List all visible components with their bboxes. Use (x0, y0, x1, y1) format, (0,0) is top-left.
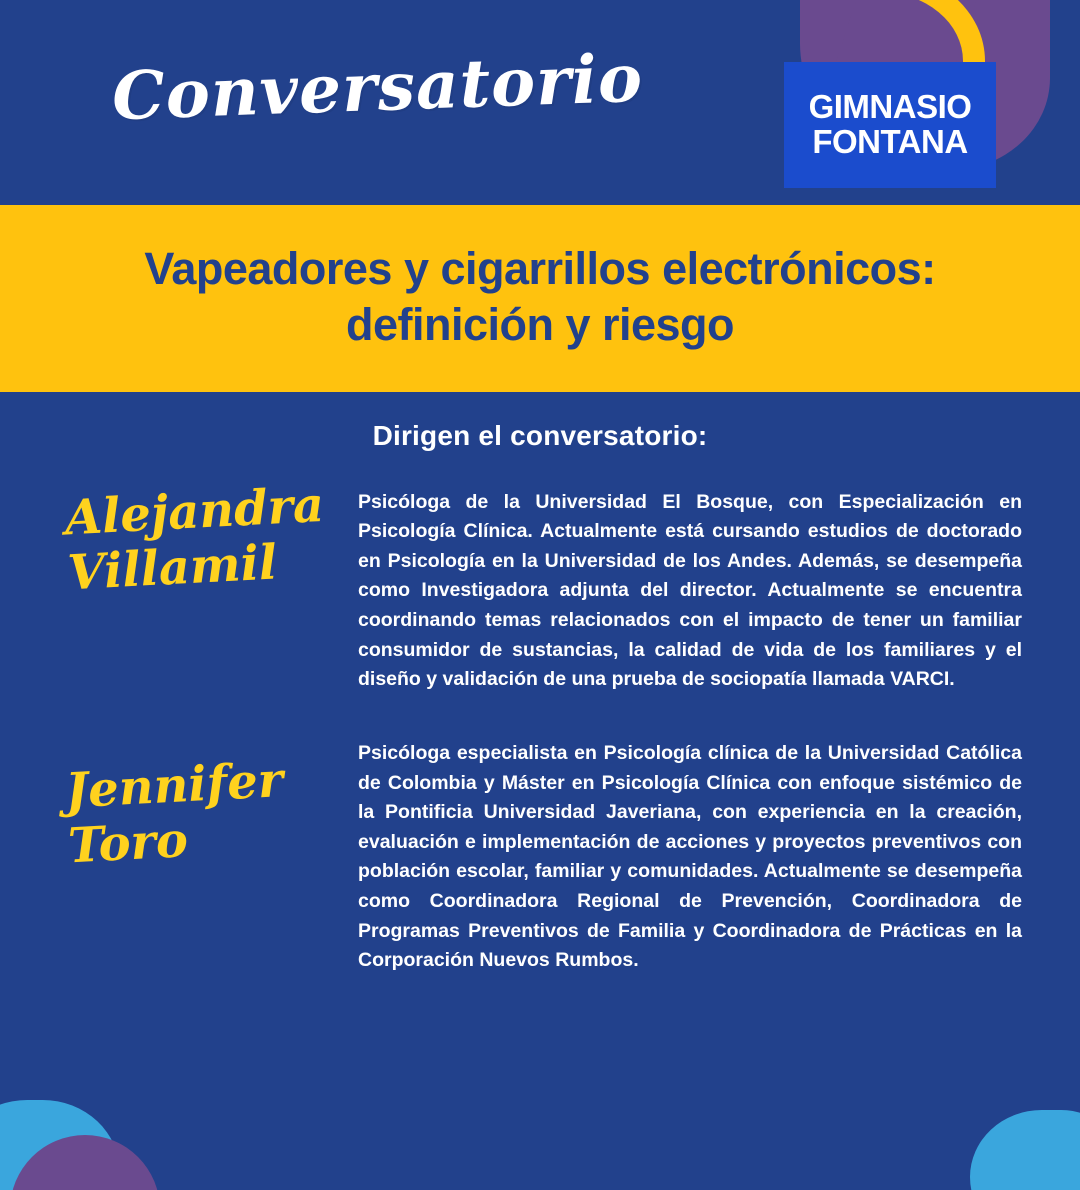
decorative-cyan-blob-right (970, 1110, 1080, 1190)
speaker-entry (58, 478, 1022, 695)
poster-header (0, 0, 1080, 205)
speaker-bio: Psicóloga especialista en Psicología clínica de la Universidad Católica de Colombia y Máster en Psicología Clínica con enfoque sistémico de la Pontificia Universidad Javeriana, con experiencia en la creación, evaluación e implementación de acciones y proyectos preventivos con población escolar, familiar y comunidades. Actualmente se desempeña como Coordinadora Regional de Prevención, Coordinadora de Programas Preventivos de Familia y Coordinadora de Prácticas en la Corporación Nuevos Rumbos. (358, 741, 1022, 972)
logo-line-2: FONTANA (812, 123, 968, 160)
logo-line-1: GIMNASIO (808, 88, 972, 126)
speaker-name: Alejandra Villamil (63, 476, 326, 602)
section-subtitle: Dirigen el conversatorio: (372, 419, 708, 451)
banner-title-band (0, 205, 1080, 392)
speaker-bio: Psicóloga de la Universidad El Bosque, con Especialización en Psicología Clínica. Actualmente está cursando estudios de doctorado en Psicología en la Universidad de los Andes. Además, se desempeña como Investigadora adjunta del director. Actualmente se encuentra coordinando temas relacionados con el impacto de tener un familiar consumidor de sustancias, la calidad de vida de los familiares y el diseño y validación de una prueba de sociopatía llamada VARCI. (358, 490, 1022, 691)
gimnasio-fontana-logo (784, 62, 996, 188)
speaker-entry (58, 729, 1022, 976)
poster-brush-title: Conversatorio (110, 38, 645, 136)
poster-body (0, 392, 1080, 1020)
speaker-name: Jennifer Toro (63, 751, 285, 875)
poster-main-title: Vapeadores y cigarrillos electrónicos: definición y riesgo (144, 243, 936, 351)
